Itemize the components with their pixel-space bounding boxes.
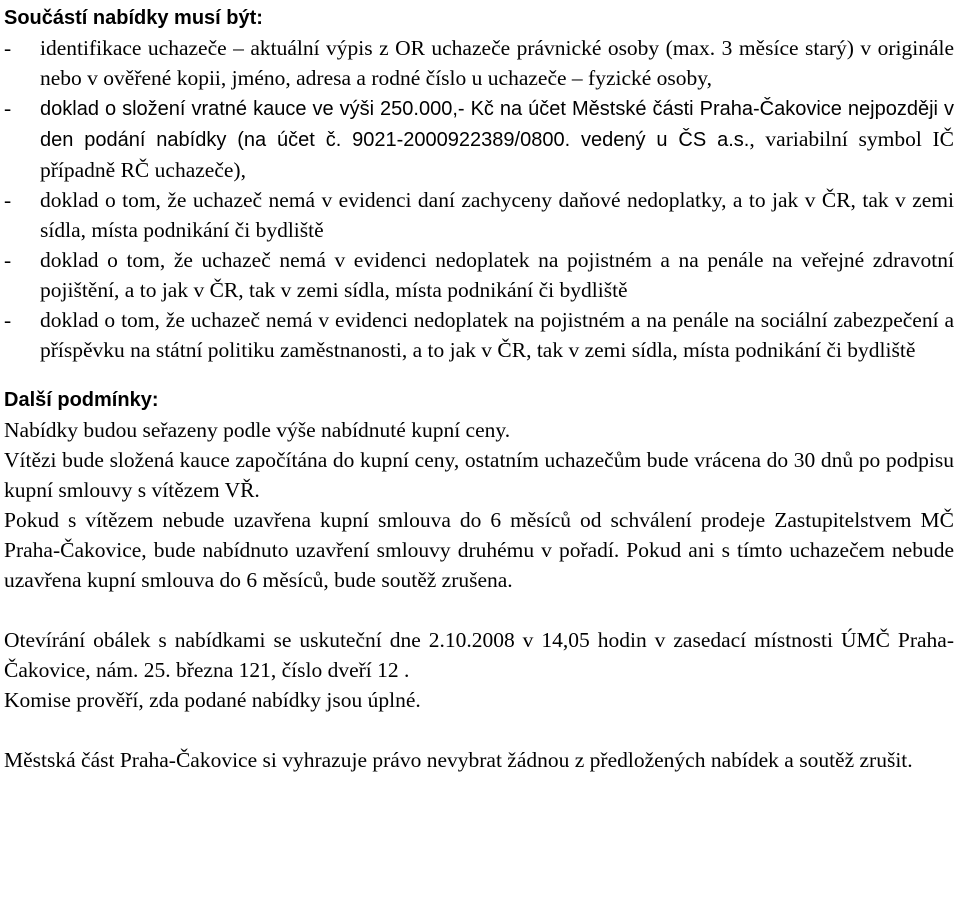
requirements-list bbox=[4, 33, 954, 365]
list-item bbox=[4, 305, 954, 365]
reservation-paragraph: Městská část Praha-Čakovice si vyhrazuje právo nevybrat žádnou z předložených nabídek a soutěž zrušit. bbox=[4, 748, 913, 772]
paragraph: Vítězi bude složená kauce započítána do kupní ceny, ostatním uchazečům bude vrácena do 30 dnů po podpisu kupní smlouvy s vítězem VŘ. bbox=[4, 448, 954, 502]
list-item bbox=[4, 33, 954, 93]
item-text: doklad o složení vratné kauce ve výši 250.000,- Kč na účet Městské části Praha-Čakovice nejpozději v den podání nabídky (na účet č. 9021-2000922389/0800. vedený u ČS a.s. bbox=[40, 98, 954, 151]
list-item bbox=[4, 185, 954, 245]
paragraph: Nabídky budou seřazeny podle výše nabídnuté kupní ceny. bbox=[4, 418, 511, 442]
item-text: , variabilní symbol IČ případně RČ uchazeče), bbox=[40, 127, 955, 182]
item-text: doklad o tom, že uchazeč nemá v evidenci daní zachyceny daňové nedoplatky, a to jak v ČR, tak v zemi sídla, místa podnikání či bydliště bbox=[40, 188, 954, 242]
section-title-conditions: Další podmínky: bbox=[4, 389, 159, 411]
item-text: identifikace uchazeče – aktuální výpis z OR uchazeče právnické osoby (max. 3 měsíce starý) v originále nebo v ověřené kopii, jméno, adresa a rodné číslo u uchazeče – fyzické osoby, bbox=[40, 36, 954, 90]
commission-paragraph: Komise prověří, zda podané nabídky jsou úplné. bbox=[4, 688, 421, 712]
list-item bbox=[4, 93, 954, 185]
document-page bbox=[0, 3, 960, 775]
item-text: doklad o tom, že uchazeč nemá v evidenci nedoplatek na pojistném a na penále na veřejné zdravotní pojištění, a to jak v ČR, tak v zemi sídla, místa podnikání či bydliště bbox=[40, 248, 954, 302]
opening-paragraph: Otevírání obálek s nabídkami se uskuteční dne 2.10.2008 v 14,05 hodin v zasedací místnosti ÚMČ Praha-Čakovice, nám. 25. března 121, číslo dveří 12 . bbox=[4, 628, 954, 682]
paragraph: Pokud s vítězem nebude uzavřena kupní smlouva do 6 měsíců od schválení prodeje Zastupitelstvem MČ Praha-Čakovice, bude nabídnuto uzavření smlouvy druhému v pořadí. Pokud ani s tímto uchazečem nebude uzavřena kupní smlouva do 6 měsíců, bude soutěž zrušena. bbox=[4, 508, 954, 592]
item-text: doklad o tom, že uchazeč nemá v evidenci nedoplatek na pojistném a na penále na sociální zabezpečení a příspěvku na státní politiku zaměstnanosti, a to jak v ČR, tak v zemi sídla, místa podnikání či bydliště bbox=[40, 308, 954, 362]
section-title-requirements: Součástí nabídky musí být: bbox=[4, 7, 263, 29]
list-item bbox=[4, 245, 954, 305]
